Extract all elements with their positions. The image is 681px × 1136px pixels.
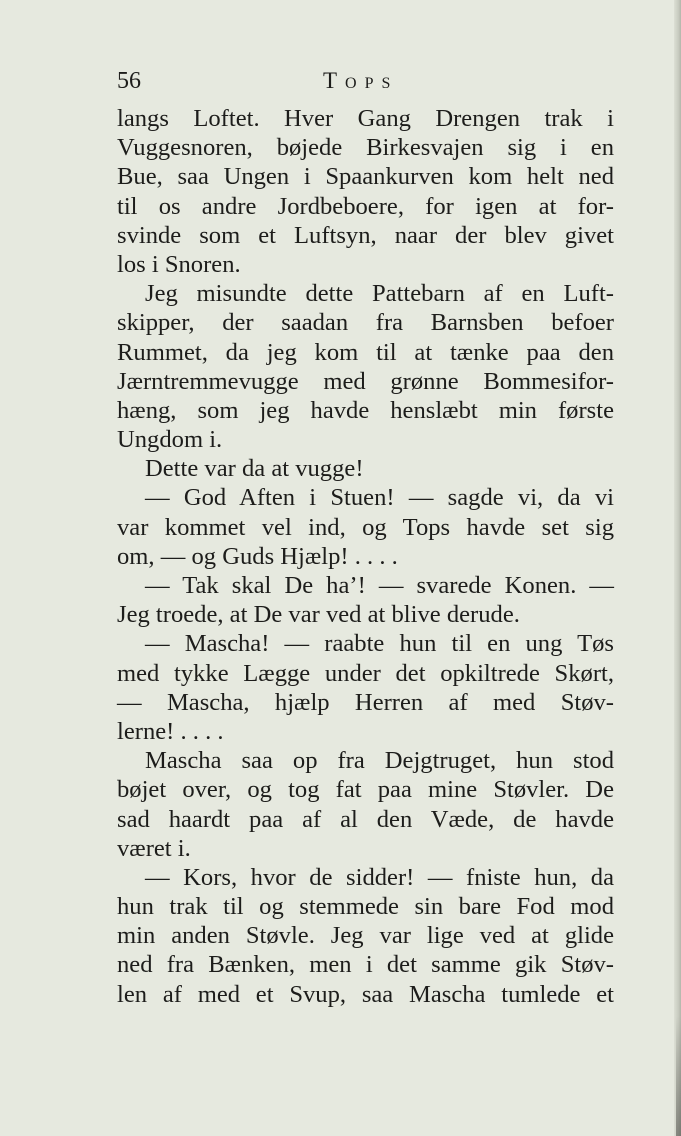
text-line: været i. xyxy=(117,834,191,862)
text-line: bøjet over, og tog fat paa mine Støvler. De xyxy=(117,776,614,804)
text-line: Dette var da at vugge! xyxy=(145,455,364,483)
text-line: — Mascha! — raabte hun til en ung Tøs xyxy=(145,630,614,658)
text-line: sad haardt paa af al den Væde, de havde xyxy=(117,805,614,833)
text-line: — Kors, hvor de sidder! — fniste hun, da xyxy=(145,863,614,891)
text-line: — Tak skal De ha’! — svarede Konen. — xyxy=(145,572,614,599)
body-text xyxy=(117,104,614,1009)
text-line: hæng, som jeg havde henslæbt min første xyxy=(117,396,614,424)
text-line: Mascha saa op fra Dejgtruget, hun stod xyxy=(145,747,614,775)
page-edge xyxy=(674,0,681,1136)
text-line: — God Aften i Stuen! — sagde vi, da vi xyxy=(145,484,614,512)
text-line: min anden Støvle. Jeg var lige ved at glide xyxy=(117,922,614,950)
text-line: Jeg troede, at De var ved at blive derude. xyxy=(117,601,520,629)
text-line: Rummet, da jeg kom til at tænke paa den xyxy=(117,338,614,366)
text-line: var kommet vel ind, og Tops havde set sig xyxy=(117,513,614,541)
page-edge-shadow xyxy=(676,1016,681,1136)
text-line: Bue, saa Ungen i Spaankurven kom helt ned xyxy=(117,163,614,191)
text-line: med tykke Lægge under det opkiltrede Skørt, xyxy=(117,659,614,687)
text-line: Vuggesnoren, bøjede Birkesvajen sig i en xyxy=(117,134,614,162)
text-line: langs Loftet. Hver Gang Drengen trak i xyxy=(117,105,614,132)
text-line: Jærntremmevugge med grønne Bommesifor- xyxy=(117,367,614,395)
text-line: los i Snoren. xyxy=(117,250,241,278)
text-line: svinde som et Luftsyn, naar der blev givet xyxy=(117,221,614,249)
text-line: skipper, der saadan fra Barnsben befoer xyxy=(117,309,614,337)
text-line: lerne! . . . . xyxy=(117,717,224,745)
running-title: Tops xyxy=(323,68,399,93)
text-line: hun trak til og stemmede sin bare Fod mod xyxy=(117,893,614,921)
page-number: 56 xyxy=(117,68,141,94)
page-header xyxy=(117,66,614,96)
text-line: ned fra Bænken, men i det samme gik Støv- xyxy=(117,951,614,979)
text-line: len af med et Svup, saa Mascha tumlede et xyxy=(117,980,614,1008)
text-line: om, — og Guds Hjælp! . . . . xyxy=(117,542,398,570)
text-line: — Mascha, hjælp Herren af med Støv- xyxy=(117,688,614,716)
text-line: Ungdom i. xyxy=(117,426,223,454)
text-line: til os andre Jordbeboere, for igen at for- xyxy=(117,192,614,220)
text-line: Jeg misundte dette Pattebarn af en Luft- xyxy=(145,280,614,308)
